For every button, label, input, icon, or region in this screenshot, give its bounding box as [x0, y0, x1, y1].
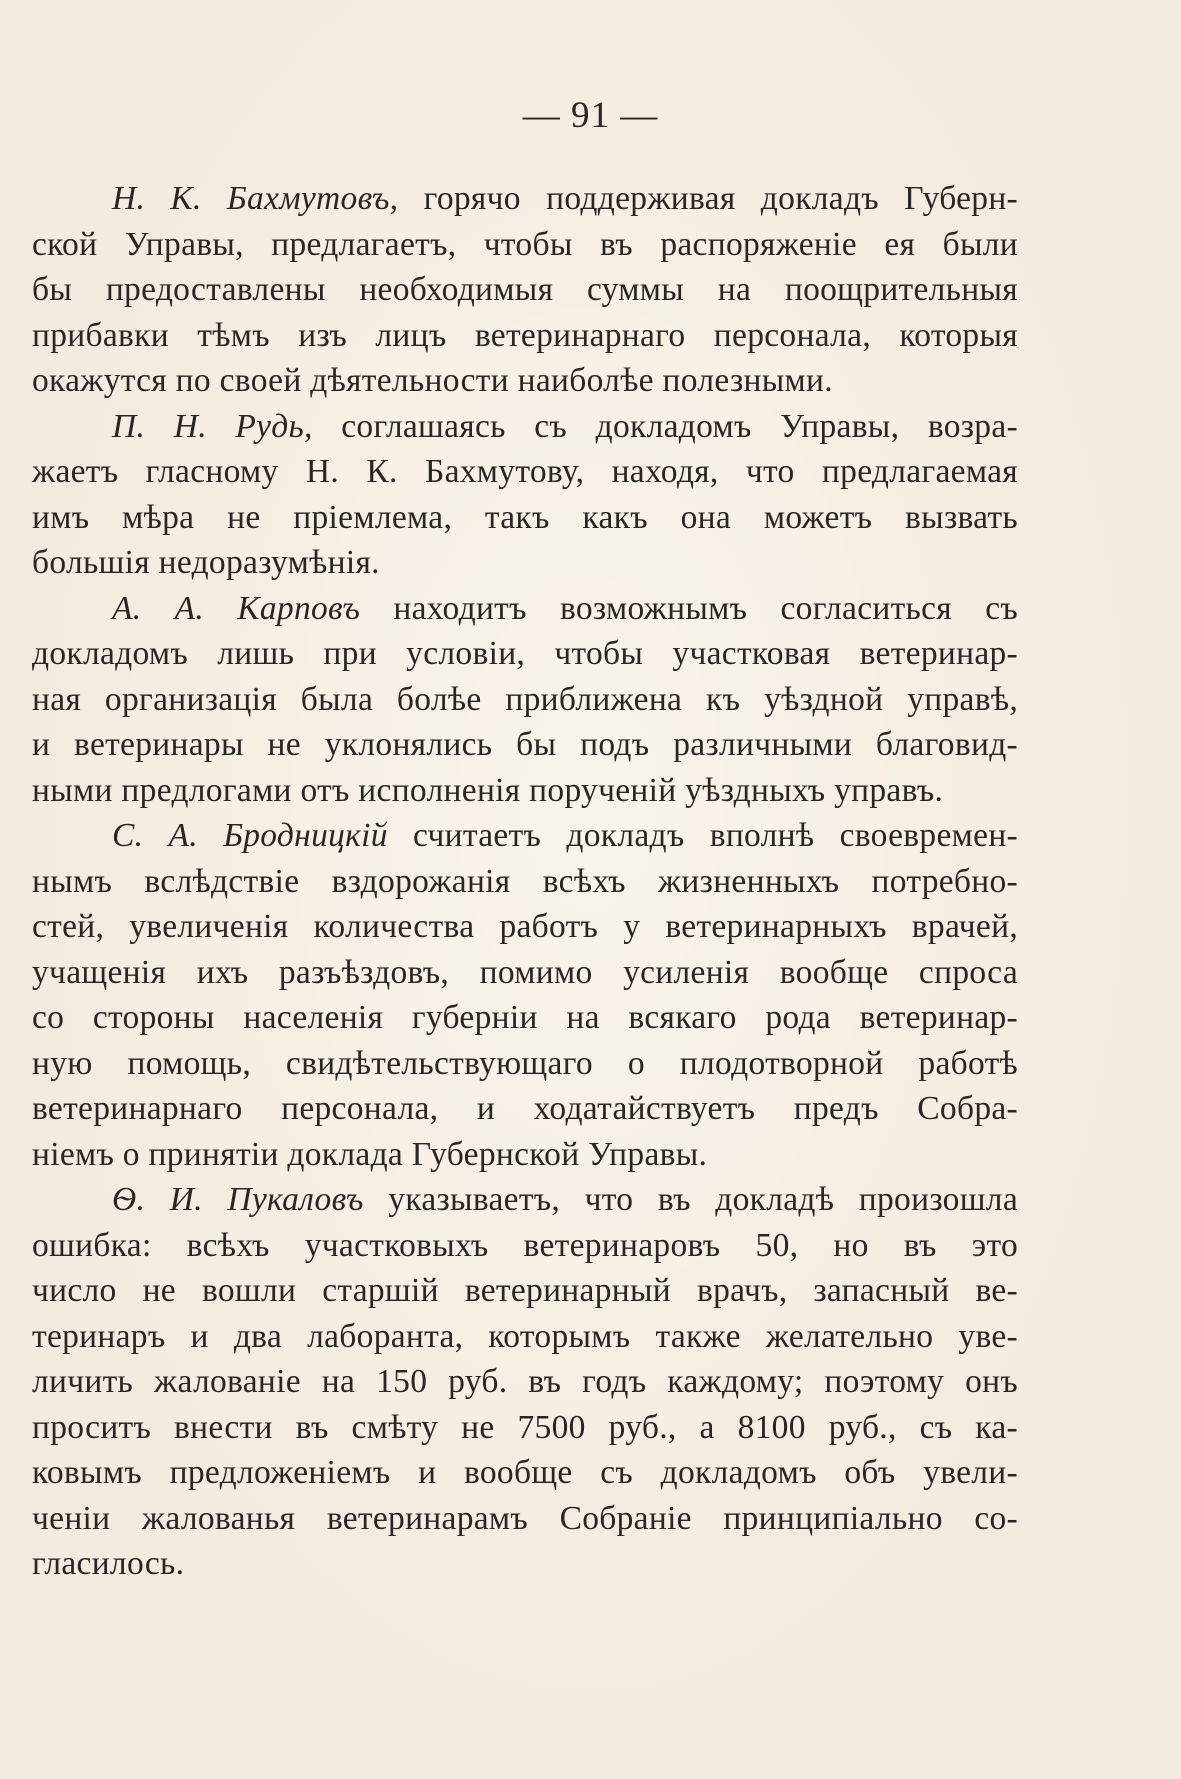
text-line: со стороны населенія губерніи на всякаго рода ветеринар- — [32, 999, 1018, 1036]
text-line: ченіи жалованья ветеринарамъ Собраніе принципіально со- — [32, 1499, 1018, 1537]
paragraph — [32, 586, 1018, 814]
text-line: и ветеринары не уклонялись бы подъ различными благовид- — [32, 726, 1018, 763]
text-line: С. А. Бродницкій считаетъ докладъ вполнѣ своевремен- — [112, 817, 1018, 854]
text-line: ской Управы, предлагаетъ, чтобы въ распоряженіе ея были — [32, 225, 1018, 263]
text-line: бы предоставлены необходимыя суммы на поощрительныя — [32, 271, 1018, 308]
speaker-name: С. А. Бродницкій — [112, 817, 388, 854]
text-line: ными предлогами отъ исполненія порученій уѣздныхъ управъ. — [32, 771, 944, 809]
paragraph — [32, 404, 1018, 586]
text-line: Ѳ. И. Пукаловъ указываетъ, что въ докладѣ произошла — [112, 1181, 1018, 1218]
text-line: ную помощь, свидѣтельствующаго о плодотворной работѣ — [32, 1044, 1018, 1082]
speaker-name: П. Н. Рудь, — [112, 407, 313, 445]
speaker-name: Н. К. Бахмутовъ, — [112, 180, 399, 217]
speaker-name: А. А. Карповъ — [112, 589, 361, 627]
speaker-name: Ѳ. И. Пукаловъ — [112, 1181, 364, 1218]
text-line: Н. К. Бахмутовъ, горячо поддерживая докладъ Губерн- — [112, 180, 1019, 217]
text-line: П. Н. Рудь, соглашаясь съ докладомъ Управы, возра- — [112, 407, 1018, 445]
text-line: ветеринарнаго персонала, и ходатайствуетъ предъ Собра- — [32, 1090, 1018, 1127]
text-line: ніемъ о принятіи доклада Губернской Управы. — [32, 1135, 708, 1173]
text-line: докладомъ лишь при условіи, чтобы участковая ветеринар- — [32, 635, 1018, 672]
text-line: учащенія ихъ разъѣздовъ, помимо усиленія вообще спроса — [32, 953, 1018, 991]
text-line: число не вошли старшій ветеринарный врачъ, запасный ве- — [32, 1272, 1018, 1309]
text-line: жаетъ гласному Н. К. Бахмутову, находя, что предлагаемая — [32, 453, 1018, 490]
text-line: прибавки тѣмъ изъ лицъ ветеринарнаго персонала, которыя — [32, 316, 1018, 354]
text-line: большія недоразумѣнія. — [32, 544, 380, 581]
text-line: А. А. Карповъ находитъ возможнымъ согласиться съ — [112, 589, 1019, 627]
text-line: имъ мѣра не пріемлема, такъ какъ она можетъ вызвать — [32, 498, 1018, 536]
text-line: ная организація была болѣе приближена къ уѣздной управѣ, — [32, 680, 1018, 718]
text-line: нымъ вслѣдствіе вздорожанія всѣхъ жизненныхъ потребно- — [32, 862, 1018, 900]
paragraph — [32, 1177, 1018, 1587]
text-line: стей, увеличенія количества работъ у ветеринарныхъ врачей, — [32, 908, 1018, 945]
text-line: теринаръ и два лаборанта, которымъ также желательно уве- — [32, 1317, 1018, 1355]
text-line: ошибка: всѣхъ участковыхъ ветеринаровъ 50, но въ это — [32, 1226, 1018, 1264]
body-text — [32, 176, 1018, 1587]
text-line: окажутся по своей дѣятельности наиболѣе полезными. — [32, 362, 833, 399]
text-line: личить жалованіе на 150 руб. въ годъ каждому; поэтому онъ — [32, 1363, 1018, 1400]
text-line: ковымъ предложеніемъ и вообще съ докладомъ объ увели- — [32, 1454, 1018, 1491]
text-line: проситъ внести въ смѣту не 7500 руб., а 8100 руб., съ ка- — [32, 1408, 1018, 1446]
page-number: — 91 — — [522, 95, 659, 136]
paragraph — [32, 176, 1018, 404]
text-line: гласилось. — [32, 1545, 185, 1582]
paragraph — [32, 813, 1018, 1177]
